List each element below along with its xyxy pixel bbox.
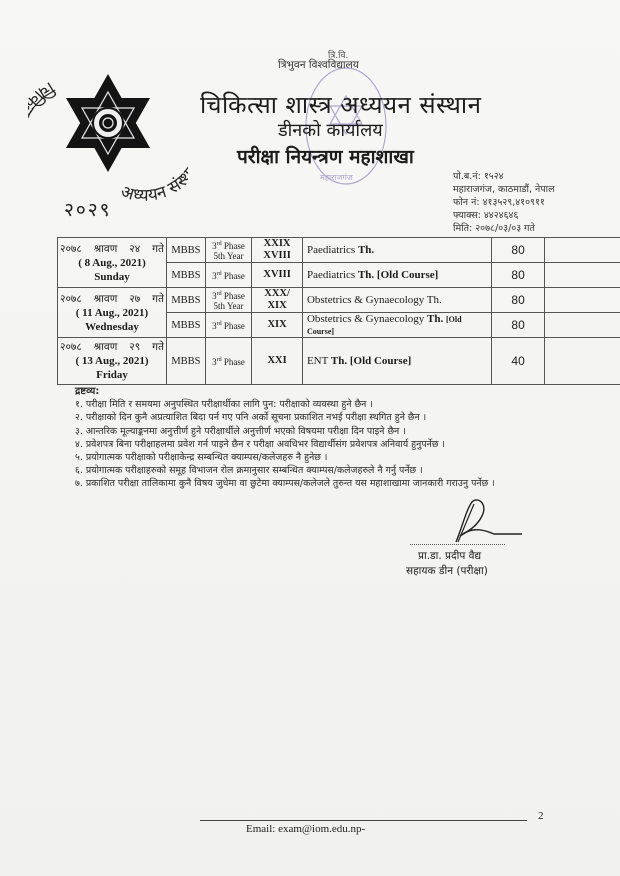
blank-cell xyxy=(544,313,620,338)
phase-cell xyxy=(205,263,251,288)
phase-label: Phase xyxy=(221,291,245,301)
paper-number: XVIII xyxy=(263,269,291,280)
program: MBBS xyxy=(171,244,201,256)
logo-year: २०२९ xyxy=(64,199,112,221)
division-name: परीक्षा नियन्त्रण महाशाखा xyxy=(237,146,414,168)
exam-date-nepali: २०७८ श्रावण २७ गते xyxy=(60,292,164,305)
phase-ordinal: 3 xyxy=(212,357,217,367)
paper-cell xyxy=(252,238,303,263)
phase-cell xyxy=(205,238,251,263)
phase-suffix: rd xyxy=(216,321,222,327)
subject-name: Obstetrics & Gynaecology xyxy=(306,313,425,325)
paper-number-alt: XVIII xyxy=(263,250,291,261)
subject-type: Th. xyxy=(427,313,444,325)
phase-cell xyxy=(205,288,251,313)
full-marks: 80 xyxy=(511,268,525,282)
program-cell xyxy=(166,338,205,385)
signatory-name: प्रा.डा. प्रदीप वैद्य xyxy=(418,550,482,562)
paper-cell xyxy=(252,313,303,338)
phase-label: Phase xyxy=(221,321,245,331)
phase-cell xyxy=(205,313,251,338)
subject-name: Obstetrics & Gynaecology Th. xyxy=(306,294,442,306)
phase-ordinal: 3 xyxy=(212,241,217,251)
program: MBBS xyxy=(171,269,201,281)
program-cell xyxy=(166,313,205,338)
university-abbreviation: त्रि.वि. xyxy=(328,51,349,61)
footer-divider xyxy=(200,820,527,821)
subject-type: Th. [Old Course] xyxy=(357,269,439,281)
address-block xyxy=(453,170,555,235)
phase-suffix: rd xyxy=(216,291,222,297)
schedule-row xyxy=(58,238,620,263)
program-cell xyxy=(166,288,205,313)
exam-date-cell xyxy=(58,288,167,338)
paper-number: XXIX xyxy=(263,238,291,249)
paper-number: XIX xyxy=(267,319,287,330)
phase-ordinal: 3 xyxy=(212,291,217,301)
year-label: 5th Year xyxy=(213,301,244,311)
po-box: पो.ब.नं: १५२४ xyxy=(453,171,504,182)
exam-date-nepali: २०७८ श्रावण २४ गते xyxy=(60,242,164,255)
phase-label: Phase xyxy=(221,271,245,281)
phase-label: Phase xyxy=(221,357,245,367)
subject-name: ENT xyxy=(306,355,329,367)
marks-cell xyxy=(492,238,544,263)
phase-cell xyxy=(205,338,251,385)
paper-number: XXI xyxy=(267,355,287,366)
phase-label: Phase xyxy=(221,241,245,251)
institute-name: चिकित्सा शास्त्र अध्ययन संस्थान xyxy=(200,91,482,119)
schedule-row xyxy=(58,288,620,313)
exam-date-english: ( 11 Aug., 2021) Wednesday xyxy=(75,306,149,333)
phase-suffix: rd xyxy=(216,357,222,363)
note-item: ३. आन्तरिक मूल्याङ्कनमा अनुत्तीर्ण हुने परीक्षार्थीले अनुत्तीर्ण भएको विषयमा परीक्षा दिन पाइने छैन । xyxy=(75,425,406,437)
university-name: त्रिभुवन विश्वविद्यालय xyxy=(278,59,359,71)
note-item: २. परीक्षाको दिन कुनै अप्रत्याशित बिदा पर्न गए पनि अर्को सूचना प्रकाशित नभई परीक्षा स्थगित हुने छैन । xyxy=(75,412,427,424)
phase-ordinal: 3 xyxy=(212,271,217,281)
signature-icon xyxy=(436,498,526,546)
svg-text:महाराजगंज: महाराजगंज xyxy=(320,173,353,182)
subject-name: Paediatrics xyxy=(306,244,356,256)
marks-cell xyxy=(492,263,544,288)
phone: फोन नं: ४१३५२९,४१०९११ xyxy=(453,197,545,208)
program: MBBS xyxy=(171,355,201,367)
marks-cell xyxy=(492,338,544,385)
subject-name: Paediatrics xyxy=(306,269,356,281)
blank-cell xyxy=(544,263,620,288)
star-emblem-icon xyxy=(28,62,188,212)
full-marks: 80 xyxy=(511,293,525,307)
footer-email: Email: exam@iom.edu.np- xyxy=(246,823,366,835)
note-item: १. परीक्षा मिति र समयमा अनुपस्थित परीक्षार्थीका लागि पुन: परीक्षाको व्यवस्था हुने छैन । xyxy=(75,399,373,411)
blank-cell xyxy=(544,238,620,263)
subject-cell xyxy=(302,288,492,313)
full-marks: 80 xyxy=(511,318,525,332)
exam-schedule-table xyxy=(57,237,620,385)
note-item: ४. प्रवेशपत्र बिना परीक्षाहलमा प्रवेश गर्न पाइने छैन र परीक्षा अवधिभर विद्यार्थीसंग प्रवेशपत्र अनिवार्य हुनुपर्नेछ । xyxy=(75,438,445,450)
full-marks: 40 xyxy=(511,354,525,368)
subject-cell xyxy=(302,338,492,385)
svg-text:चिकित्सा शास्त्र: चि xyxy=(34,77,58,103)
subject-type: Th. [Old Course] xyxy=(330,355,412,367)
full-marks: 80 xyxy=(511,243,525,257)
year-label: 5th Year xyxy=(213,251,244,261)
program-cell xyxy=(166,263,205,288)
note-item: ६. प्रयोगात्मक परीक्षाहरुको समूह विभाजन रोल क्रमानुसार सम्बन्धित क्याम्पस/कलेजहरुले नै गर्नु पर्नेछ । xyxy=(75,465,423,477)
note-item: ५. प्रयोगात्मक परीक्षाको परीक्षाकेन्द्र सम्बन्धित क्याम्पस/कलेजहरु नै हुनेछ । xyxy=(75,452,328,464)
subject-cell xyxy=(302,263,492,288)
page-number: 2 xyxy=(538,810,544,822)
phase-ordinal: 3 xyxy=(212,321,217,331)
signatory-title: सहायक डीन (परीक्षा) xyxy=(406,565,488,577)
signature-line xyxy=(410,544,505,545)
subject-note: [Old Course] xyxy=(306,315,462,336)
blank-cell xyxy=(544,288,620,313)
subject-cell xyxy=(302,313,492,338)
svg-text:अध्ययन संस्थान: अध्ययन सं xyxy=(118,175,185,206)
exam-date-cell xyxy=(58,338,167,385)
issue-date: मिति: २०७८/०३/०३ गते xyxy=(453,223,535,234)
marks-cell xyxy=(492,313,544,338)
exam-date-nepali: २०७८ श्रावण २९ गते xyxy=(60,341,164,353)
paper-cell xyxy=(252,263,303,288)
paper-number-alt: XIX xyxy=(267,300,287,311)
subject-cell xyxy=(302,238,492,263)
office-name: डीनको कार्यालय xyxy=(278,120,383,141)
exam-date-english: ( 13 Aug., 2021) Friday xyxy=(75,355,149,381)
marks-cell xyxy=(492,288,544,313)
notes-section xyxy=(75,385,575,491)
paper-cell xyxy=(252,338,303,385)
phase-suffix: rd xyxy=(216,271,222,277)
schedule-row xyxy=(58,338,620,385)
location: महाराजगंज, काठमाडौं, नेपाल xyxy=(453,184,555,195)
program: MBBS xyxy=(171,319,201,331)
subject-type: Th. xyxy=(357,244,375,256)
paper-number: XXX/ xyxy=(264,288,290,299)
fax: फ्याक्स: ४४२४६४६ xyxy=(453,210,519,221)
note-item: ७. प्रकाशित परीक्षा तालिकामा कुनै विषय जुधेमा वा छुटेमा क्याम्पस/कलेजले तुरुन्त यस महाशाखामा जानकारी गराउनु पर्नेछ । xyxy=(75,478,495,490)
exam-date-english: ( 8 Aug., 2021) Sunday xyxy=(78,256,146,283)
program-cell xyxy=(166,238,205,263)
phase-suffix: rd xyxy=(216,241,222,247)
notes-title: द्रष्टव्य: xyxy=(75,386,100,397)
program: MBBS xyxy=(171,294,201,306)
exam-date-cell xyxy=(58,238,167,288)
paper-cell xyxy=(252,288,303,313)
blank-cell xyxy=(544,338,620,385)
